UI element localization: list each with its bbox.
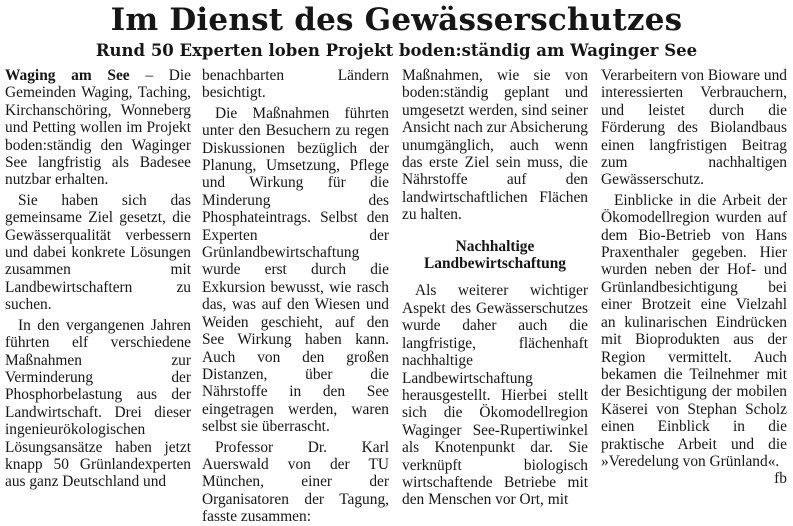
paragraph [5, 67, 191, 189]
paragraph-text: – Die Gemeinden Waging, Taching, Kirchanschöring, Wonneberg und Petting wollen im Projekt boden:ständig den Waginger See langfristig als Badesee nutzbar erhalten. [5, 67, 191, 189]
paragraph: Verarbeitern von Bioware und interessierten Verbrauchern, und leistet durch die Förderung des Biolandbaus einen langfristigen Beitrag zum nachhaltigen Gewässerschutz. [601, 67, 787, 189]
paragraph: Die Maßnahmen führten unter den Besuchern zu regen Diskussionen bezüglich der Planung, Umsetzung, Pflege und Wirkung für die Minderung des Phosphateintrags. Selbst den Experten der Grünlandbewirtschaftung wurde erst durch die Exkursion bewusst, wie rasch das, was auf den Wiesen und Weiden geschieht, auf den See Wirkung haben kann. Auch von den großen Distanzen, über die Nährstoffe in den See eingetragen werden, waren selbst sie überrascht. [202, 104, 389, 436]
paragraph: Maßnahmen, wie sie von boden:ständig geplant und umgesetzt werden, sind seiner Ansicht nach zur Absicherung unumgänglich, auch wenn das erste Ziel sein muss, die Nährstoffe auf den landwirtschaftlichen Flächen zu halten. [402, 67, 588, 224]
article-column-4 [601, 67, 787, 488]
paragraph: Einblicke in die Arbeit der Ökomodellregion wurden auf dem Bio-Betrieb von Hans Praxenthaler gegeben. Hier wurden neben der Hof- und Grünlandbesichtigung bei einer Brotzeit eine Vielzahl an kulinarischen Eindrücken mit Bioprodukten aus der Region vermittelt. Auch bekamen die Teilnehmer mit der Besichtigung der mobilen Käserei von Stephan Scholz einen Einblick in die praktische Arbeit und die »Veredelung von Grünland«. [601, 191, 787, 470]
paragraph: Als weiterer wichtiger Aspekt des Gewässerschutzes wurde daher auch die langfristige, flächenhaft nachhaltige Landbewirtschaftung herausgestellt. Hierbei stellt sich die Ökomodellregion Waginger See-Rupertiwinkel als Knotenpunkt dar. Sie verknüpft biologisch wirtschaftende Betriebe mit den Menschen vor Ort, mit [402, 282, 588, 509]
author-signature: fb [774, 470, 787, 488]
article-column-1 [5, 67, 191, 491]
section-heading: Nachhaltige Landbewirtschaftung [424, 237, 566, 273]
paragraph: In den vergangenen Jahren führten elf verschiedene Maßnahmen zur Verminderung der Phosphorbelastung aus der Landwirtschaft. Drei dieser ingenieurökologischen Lösungsansätze haben jetzt knapp 50 Grünlandexperten aus ganz Deutschland und [5, 316, 191, 491]
subheadline: Rund 50 Experten loben Projekt boden:ständig am Waginger See [95, 41, 698, 60]
paragraph: benachbarten Ländern besichtigt. [202, 67, 389, 102]
article-column-3 [402, 67, 588, 509]
headline: Im Dienst des Gewässerschutzes [110, 2, 683, 38]
dateline: Waging am See [5, 67, 130, 84]
paragraph: Sie haben sich das gemeinsame Ziel gesetzt, die Gewässerqualität verbessern und dabei konkrete Lösungen zusammen mit Landbewirtschaftern zu suchen. [5, 191, 191, 314]
article-column-2 [202, 67, 389, 526]
paragraph: Professor Dr. Karl Auerswald von der TU München, einer der Organisatoren der Tagung, fasste zusammen: [202, 438, 389, 526]
